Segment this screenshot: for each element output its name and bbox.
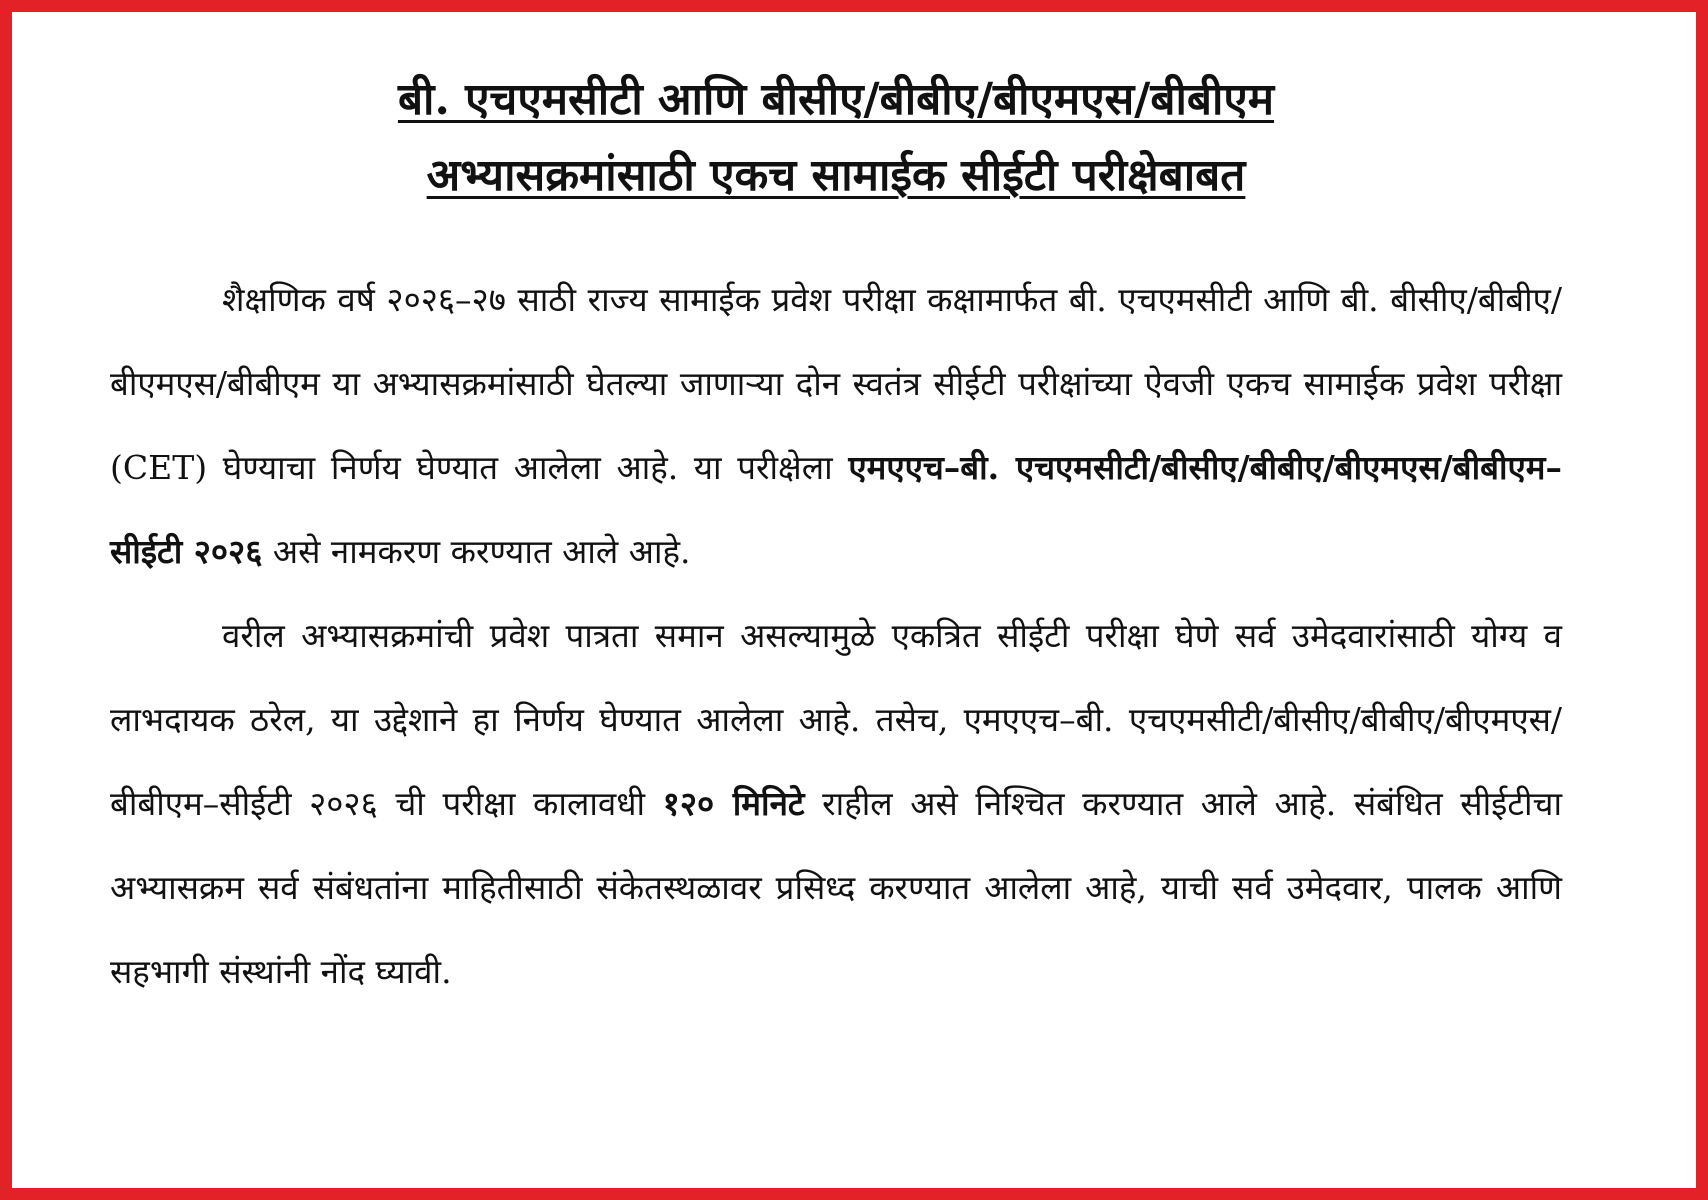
paragraph-2-text-before: वरील अभ्यासक्रमांची प्रवेश पात्रता समान असल्यामुळे एकत्रित सीईटी परीक्षा घेणे सर्व उमेदवारांसाठी योग्य व लाभदायक ठरेल, या उद्देशाने हा निर्णय घेण्यात आलेला आहे. तसेच, एमएएच–बी. एचएमसीटी/बीसीए/बीबीए/बीएमएस/बीबीएम–सीईटी २०२६ ची परीक्षा कालावधी xyxy=(110,616,1562,823)
paragraph-2-text-after: राहील असे निश्चित करण्यात आले आहे. संबंधित सीईटीचा अभ्यासक्रम सर्व संबंधतांना माहितीसाठी संकेतस्थळावर प्रसिध्द करण्यात आलेला आहे, याची सर्व उमेदवार, पालक आणि सहभागी संस्थांनी नोंद घ्यावी. xyxy=(110,784,1562,991)
notice-title xyxy=(110,62,1562,214)
notice-title-line-2: अभ्यासक्रमांसाठी एकच सामाईक सीईटी परीक्षेबाबत xyxy=(426,150,1246,201)
notice-title-line-1: बी. एचएमसीटी आणि बीसीए/बीबीए/बीएमएस/बीबीएम xyxy=(397,74,1275,125)
exam-duration: १२० मिनिटे xyxy=(662,784,805,823)
notice-paragraph-1 xyxy=(110,258,1562,594)
paragraph-1-text-after: असे नामकरण करण्यात आले आहे. xyxy=(262,532,691,571)
cet-exam-name: एमएएच–बी. एचएमसीटी/बीसीए/बीबीए/बीएमएस/बीबीएम–सीईटी २०२६ xyxy=(110,448,1562,571)
notice-content xyxy=(110,62,1562,1014)
notice-paragraph-2 xyxy=(110,594,1562,1014)
paragraph-1-text-before: शैक्षणिक वर्ष २०२६–२७ साठी राज्य सामाईक प्रवेश परीक्षा कक्षामार्फत बी. एचएमसीटी आणि बी. बीसीए/बीबीए/बीएमएस/बीबीएम या अभ्यासक्रमांसाठी घेतल्या जाणाऱ्या दोन स्वतंत्र सीईटी परीक्षांच्या ऐवजी एकच सामाईक प्रवेश परीक्षा (CET) घेण्याचा निर्णय घेण्यात आलेला आहे. या परीक्षेला xyxy=(110,280,1562,487)
